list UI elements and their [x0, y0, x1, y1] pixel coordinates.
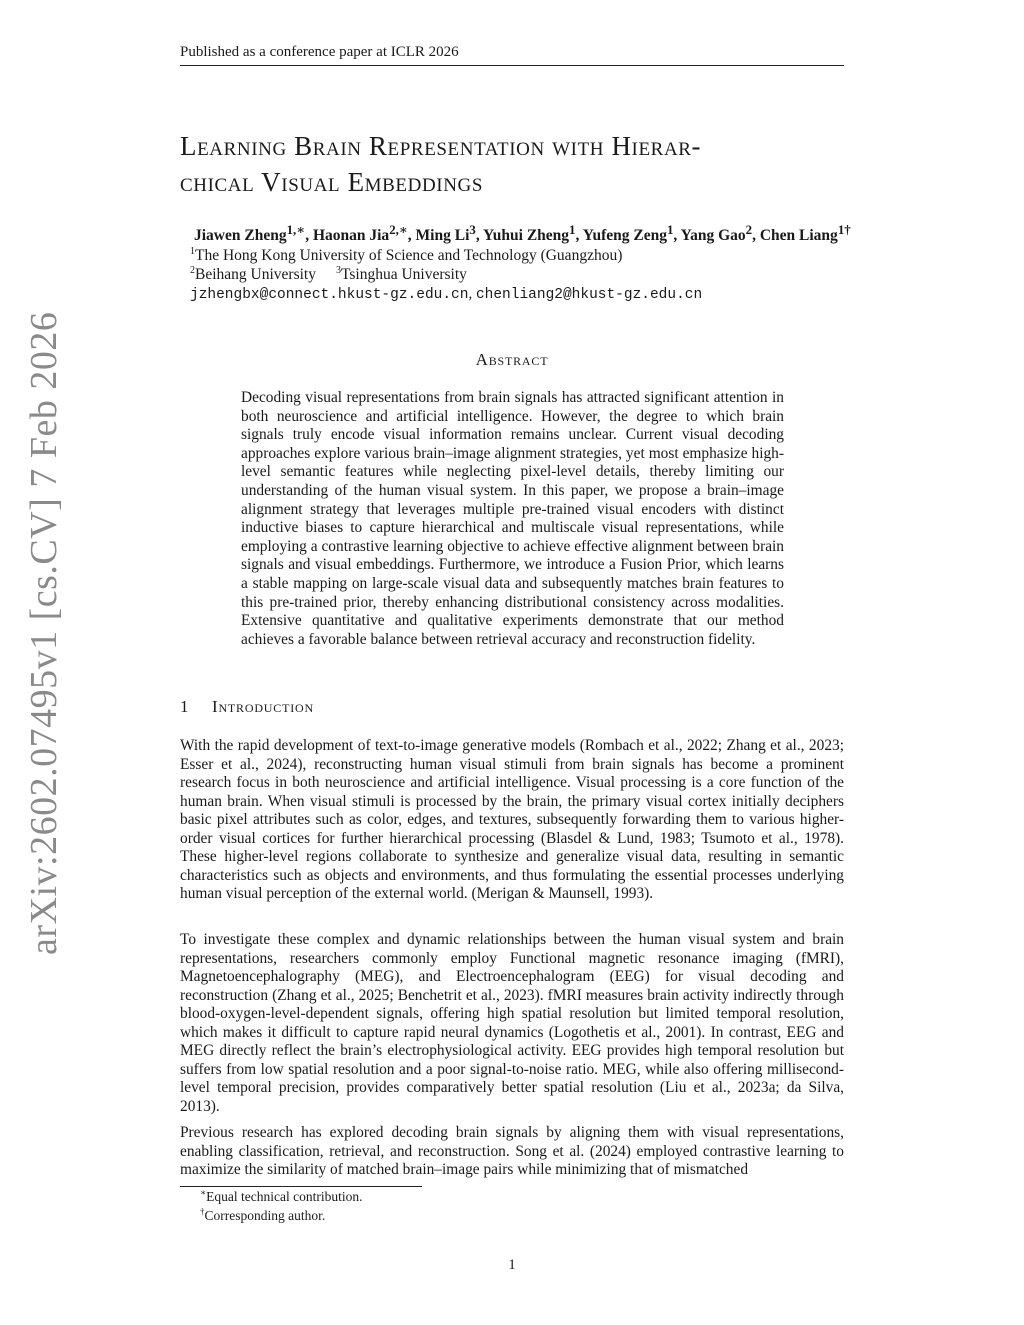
arxiv-stamp: arXiv:2602.07495v1 [cs.CV] 7 Feb 2026	[23, 311, 65, 955]
footnote-rule	[180, 1186, 422, 1187]
intro-paragraph-3: Previous research has explored decoding brain signals by aligning them with visual representations, enabling classification, retrieval, and reconstruction. Song et al. (2024) employed contrastive learning to maximize the similarity of matched brain–image pairs while minimizing that of mismatched	[180, 1124, 844, 1179]
author-name: Chen Liang	[759, 227, 838, 244]
author-name: Yufeng Zeng	[582, 227, 667, 244]
footnote-corresponding-author	[200, 1208, 325, 1224]
affiliation-1	[190, 247, 622, 265]
author-affiliation-mark: 3	[469, 221, 476, 237]
author-affiliation-mark: 1	[569, 221, 576, 237]
running-header: Published as a conference paper at ICLR 2026	[180, 44, 844, 66]
affiliation-2-3	[190, 266, 467, 284]
author-separator: ,	[673, 227, 681, 244]
author-separator: ,	[752, 227, 760, 244]
intro-paragraph-2: To investigate these complex and dynamic relationships between the human visual system and brain representations, researchers commonly employ Functional magnetic resonance imaging (fMRI), Magnetoencephalography (MEG), and Electroencephalogram (EEG) for visual decoding and reconstruction (Zhang et al., 2025; Benchetrit et al., 2023). fMRI measures brain activity indirectly through blood-oxygen-level-dependent signals, offering high spatial resolution but limited temporal resolution, which makes it difficult to capture rapid neural dynamics (Logothetis et al., 2001). In contrast, EEG and MEG directly reflect the brain’s electrophysiological activity. EEG provides high temporal resolution but suffers from low spatial resolution and a poor signal-to-noise ratio. MEG, while also offering millisecond-level temporal precision, provides comparatively better spatial resolution (Liu et al., 2023a; da Silva, 2013).	[180, 931, 844, 1115]
author	[312, 221, 416, 244]
page-number: 1	[508, 1257, 516, 1273]
email-2[interactable]: chenliang2@hkust-gz.edu.cn	[475, 287, 703, 303]
affiliation-2-mark: 2	[190, 264, 195, 276]
author	[415, 221, 484, 244]
section-title: Introduction	[212, 697, 314, 716]
affiliation-3-mark: 3	[335, 264, 341, 276]
author	[194, 221, 313, 244]
author-list	[194, 221, 894, 245]
author	[759, 221, 851, 244]
author-name: Jiawen Zheng	[194, 227, 287, 244]
affiliation-1-text: The Hong Kong University of Science and Technology (Guangzhou)	[195, 247, 623, 264]
footnote-1-mark: ∗	[200, 1187, 207, 1198]
affiliation-1-mark: 1	[190, 245, 195, 257]
author-separator: ,	[475, 227, 484, 244]
affiliation-2-text: Beihang University	[195, 266, 316, 283]
section-heading-introduction	[180, 697, 314, 717]
abstract-heading: Abstract	[475, 350, 549, 369]
footnote-2-text: Corresponding author.	[204, 1208, 326, 1223]
author	[680, 221, 760, 244]
author-affiliation-mark: 1†	[837, 221, 851, 237]
author	[483, 221, 583, 244]
author-name: Yuhui Zheng	[483, 227, 570, 244]
abstract-body: Decoding visual representations from brain signals has attracted significant attention in both neuroscience and artificial intelligence. However, the degree to which brain signals truly encode visual information remains unclear. Current visual decoding approaches explore various brain–image alignment strategies, yet most emphasize high-level semantic features while neglecting pixel-level details, thereby limiting our understanding of the human visual system. In this paper, we propose a brain–image alignment strategy that leverages multiple pre-trained visual encoders with distinct inductive biases to capture hierarchical and multiscale visual representations, while employing a contrastive learning objective to achieve effective alignment between brain signals and visual embeddings. Furthermore, we introduce a Fusion Prior, which learns a stable mapping on large-scale visual data and subsequently matches brain features to this pre-trained prior, thereby enhancing distributional consistency across modalities. Extensive quantitative and qualitative experiments demonstrate that our method achieves a favorable balance between retrieval accuracy and reconstruction fidelity.	[241, 389, 784, 648]
title-line-1: Learning Brain Representation with Hierar-	[180, 131, 702, 161]
email-1[interactable]: jzhengbx@connect.hkust-gz.edu.cn	[190, 287, 469, 303]
title-line-2: chical Visual Embeddings	[180, 167, 484, 197]
author-separator: ,	[575, 227, 583, 244]
author-affiliation-mark: 2,∗	[389, 221, 408, 237]
author-affiliation-mark: 1	[666, 221, 674, 237]
author-name: Haonan Jia	[312, 227, 390, 244]
author	[582, 221, 681, 244]
author-affiliation-mark: 1,∗	[286, 221, 306, 237]
affiliation-3-text: Tsinghua University	[340, 266, 467, 283]
author-affiliation-mark: 2	[745, 221, 753, 237]
footnote-equal-contribution	[200, 1189, 362, 1205]
email-separator: ,	[468, 286, 476, 302]
section-number: 1	[180, 697, 190, 716]
author-separator: ,	[305, 227, 313, 244]
footnote-1-text: Equal technical contribution.	[206, 1189, 363, 1204]
author-emails	[190, 286, 702, 303]
author-name: Yang Gao	[680, 227, 746, 244]
author-name: Ming Li	[415, 227, 470, 244]
author-separator: ,	[407, 227, 416, 244]
intro-paragraph-1: With the rapid development of text-to-image generative models (Rombach et al., 2022; Zhang et al., 2023; Esser et al., 2024), reconstructing human visual stimuli from brain signals has become a prominent research focus in both neuroscience and artificial intelligence. Visual processing is a core function of the human brain. When visual stimuli is processed by the brain, the primary visual cortex initially deciphers basic pixel attributes such as color, edges, and textures, subsequently forwarding them to various higher-order visual cortices for further hierarchical processing (Blasdel & Lund, 1983; Tsumoto et al., 1978). These higher-level regions collaborate to synthesize and generalize visual data, resulting in semantic characteristics such as objects and environments, and thus formulating the essential processes underlying human visual perception of the external world. (Merigan & Maunsell, 1993).	[180, 737, 844, 903]
paper-title	[180, 128, 850, 200]
footnote-2-mark: †	[200, 1206, 205, 1217]
